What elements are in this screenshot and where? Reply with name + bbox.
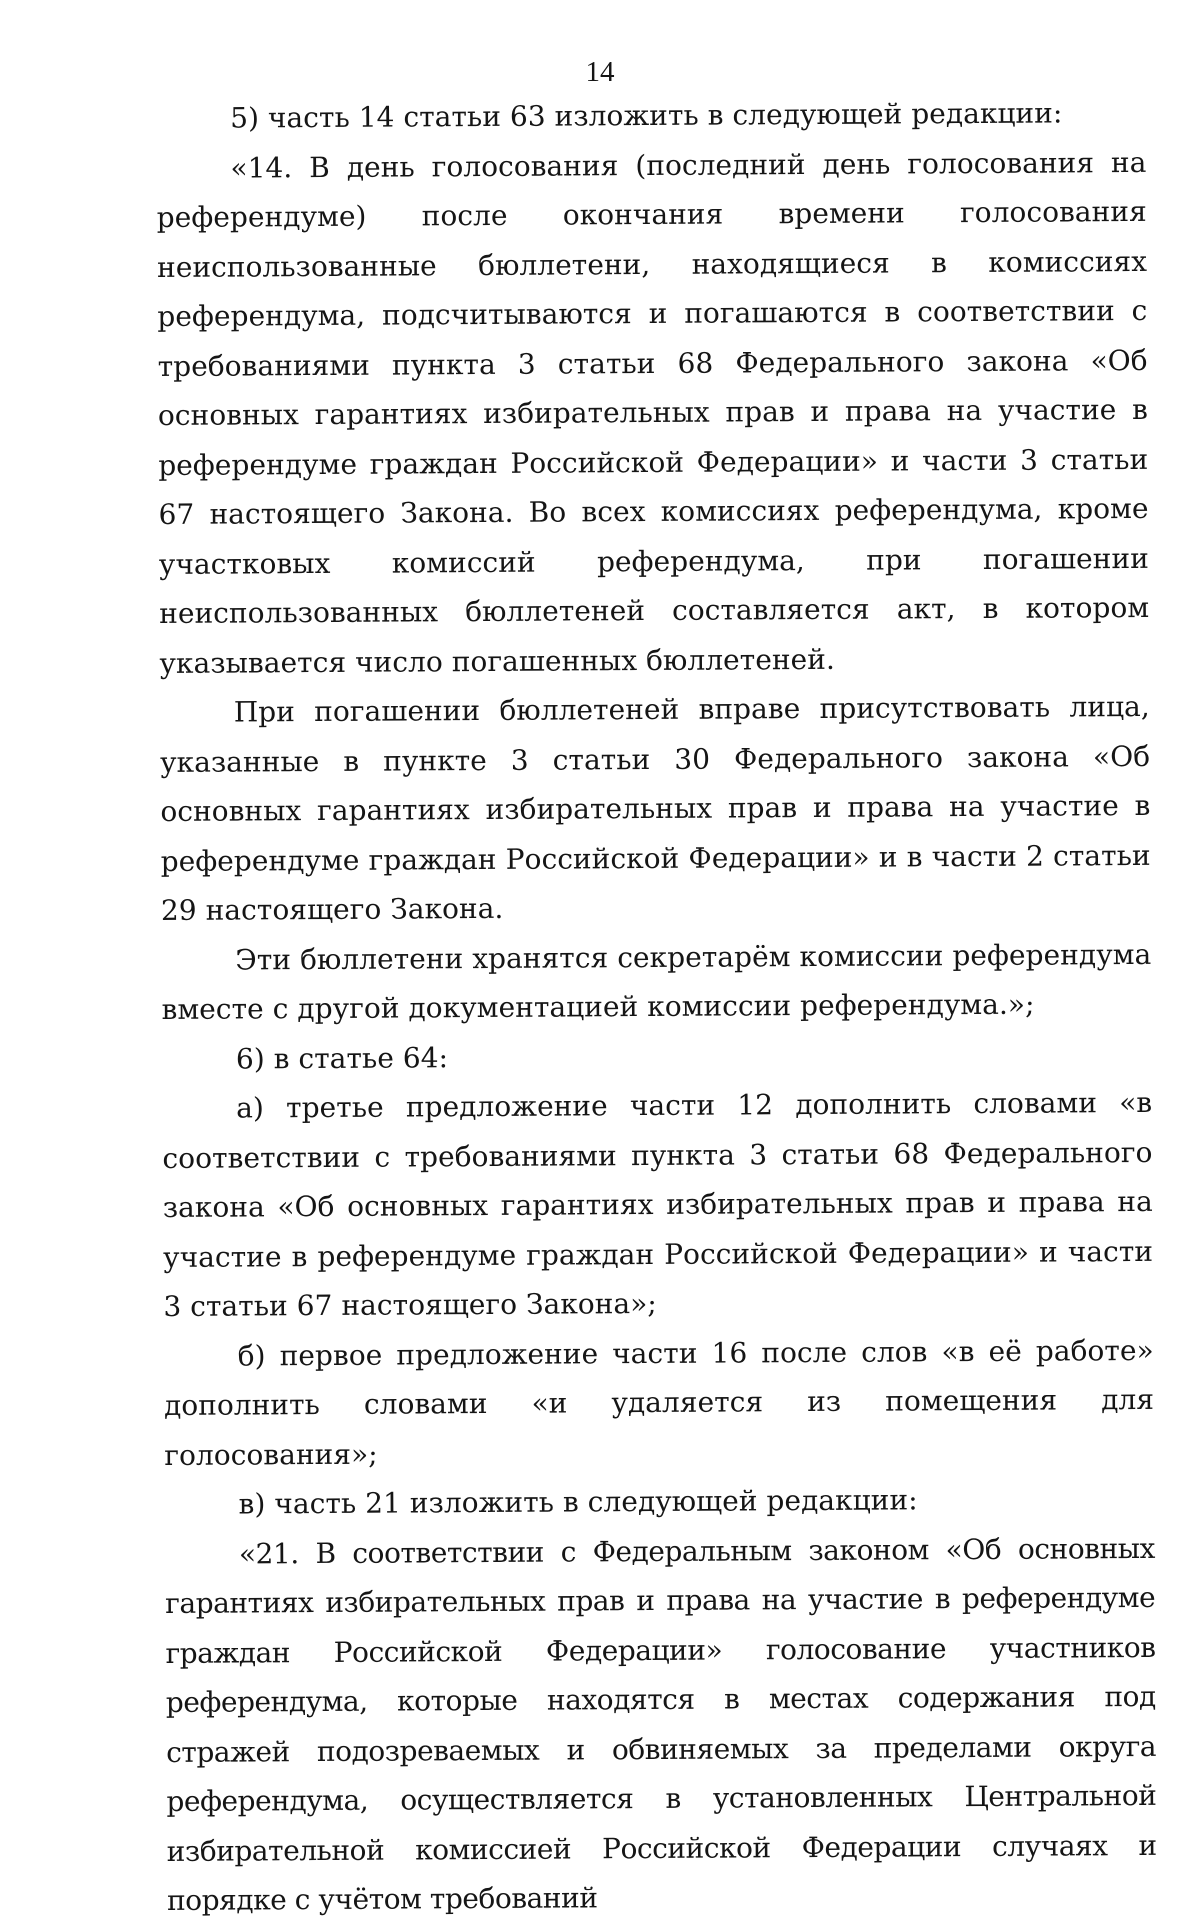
paragraph-ballot-destruction-observers: При погашении бюллетеней вправе присутствовать лица, указанные в пункте 3 статьи 30 Федерального закона «Об основных гарантиях избирательных прав и права на участие в референдуме граждан Российской Федерации» и в части 2 статьи 29 настоящего Закона. [159,689,1151,927]
document-body [156,88,1157,1925]
paragraph-part-21: «21. В соответствии с Федеральным законом «Об основных гарантиях избирательных прав и права на участие в референдуме граждан Российской Федерации» голосование участников референдума, которые находятся в местах содержания под стражей подозреваемых и обвиняемых за пределами округа референдума, осуществляется в установленных Центральной избирательной комиссией Российской Федерации случаях и порядке с учётом требований [165,1531,1157,1917]
paragraph-item-6b: б) первое предложение части 16 после слов «в её работе» дополнить словами «и удаляется из помещения для голосования»; [163,1333,1155,1472]
paragraph-item-5: 5) часть 14 статьи 63 изложить в следующей редакции: [230,96,1063,135]
page-number: 14 [585,56,615,88]
paragraph-item-6: 6) в статье 64: [235,1040,449,1076]
paragraph-ballot-storage: Эти бюллетени хранятся секретарём комиссии референдума вместе с другой документацией комиссии референдума.»; [161,937,1152,1026]
paragraph-item-6a: а) третье предложение части 12 дополнить словами «в соответствии с требованиями пункта 3 статьи 68 Федерального закона «Об основных гарантиях избирательных прав и права на участие в референдуме граждан Российской Федерации» и части 3 статьи 67 настоящего Закона»; [162,1085,1154,1323]
paragraph-article-63-part-14: «14. В день голосования (последний день голосования на референдуме) после окончания времени голосования неиспользованные бюллетени, находящиеся в комиссиях референдума, подсчитываются и погашаются в соответствии с требованиями пункта 3 статьи 68 Федерального закона «Об основных гарантиях избирательных прав и права на участие в референдуме граждан Российской Федерации» и части 3 статьи 67 настоящего Закона. Во всех комиссиях референдума, кроме участковых комиссий референдума, при погашении неиспользованных бюллетеней составляется акт, в котором указывается число погашенных бюллетеней. [156,145,1150,680]
paragraph-item-6v: в) часть 21 изложить в следующей редакции: [238,1483,918,1521]
